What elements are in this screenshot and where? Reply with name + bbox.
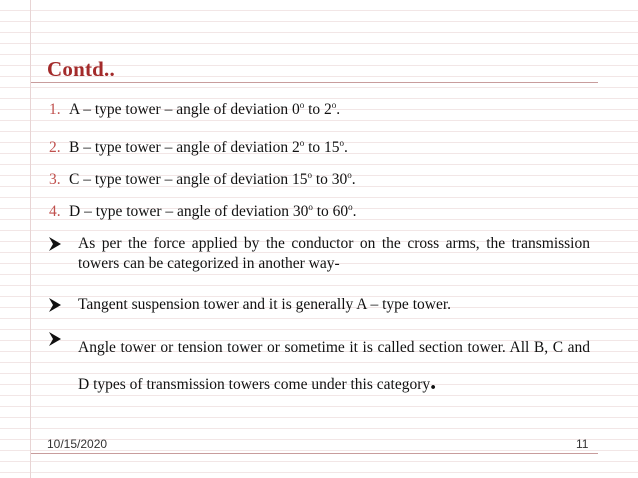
bullet-text: As per the force applied by the conductor on the cross arms, the transmission towers can be categorized in another way- [78,235,590,272]
footer-divider [31,453,598,454]
list-text: . [351,171,356,188]
list-text: B – type tower – angle of deviation 2 [69,139,300,156]
arrowhead-bullet-icon [48,236,62,252]
degree-superscript: o [331,100,337,110]
degree-superscript: o [347,170,352,180]
list-text: to 15 [304,139,340,156]
arrowhead-bullet-icon [48,331,62,347]
list-text: . [336,101,341,118]
bullet-text [78,329,590,403]
arrowhead-bullet-icon [48,297,62,313]
list-item [49,170,356,190]
bullet-text-body: Angle tower or tension tower or sometime it is called section tower. All B, C and D types of transmission towers come under this category [78,339,590,393]
list-item [49,138,348,158]
list-item [49,202,357,222]
degree-superscript: o [308,202,313,212]
list-text: . [352,203,357,220]
bullet-text: Tangent suspension tower and it is generally A – type tower. [78,296,451,313]
list-number: 1. [49,101,61,118]
bullet-text-period: . [430,369,437,395]
list-number: 4. [49,203,61,220]
degree-superscript: o [299,138,305,148]
slide-title: Contd.. [47,57,115,81]
list-number: 2. [49,139,61,156]
list-text: to 60 [312,203,349,220]
footer-page-number: 11 [576,437,589,451]
list-text: D – type tower – angle of deviation 30 [69,203,309,220]
list-item [49,100,340,120]
degree-superscript: o [339,138,345,148]
list-text: A – type tower – angle of deviation 0 [69,101,300,118]
list-text: . [344,139,348,156]
list-number: 3. [49,171,61,188]
degree-superscript: o [348,202,353,212]
list-text: to 30 [311,171,348,188]
degree-superscript: o [299,100,305,110]
footer-date: 10/15/2020 [47,437,108,451]
list-text: C – type tower – angle of deviation 15 [69,171,308,188]
degree-superscript: o [307,170,312,180]
list-text: to 2 [304,101,332,118]
